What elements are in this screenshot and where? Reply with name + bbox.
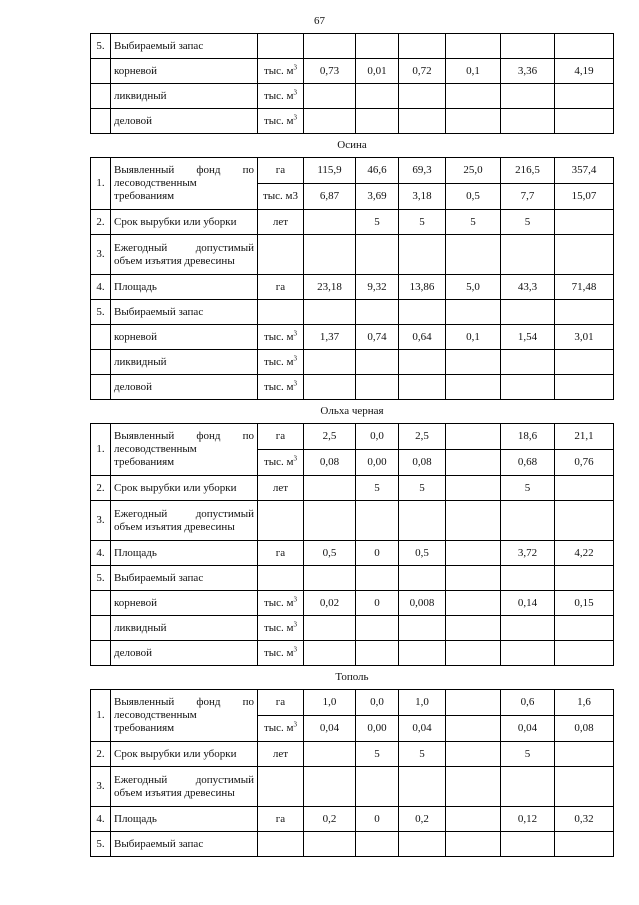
unit-cell: тыс. $м^3$ <box>258 641 304 666</box>
value-cell <box>356 832 399 857</box>
value-cell: 5 <box>399 210 446 235</box>
value-cell <box>501 641 555 666</box>
value-cell <box>446 109 501 134</box>
row-label: Срок вырубки или уборки <box>111 210 258 235</box>
value-cell <box>501 350 555 375</box>
value-cell: 0,72 <box>399 59 446 84</box>
row-number: 5. <box>91 566 111 591</box>
forest-stock-table <box>90 33 614 857</box>
value-cell <box>356 501 399 541</box>
value-cell <box>446 476 501 501</box>
value-cell <box>399 566 446 591</box>
row-label: Ежегодный допустимый объем изъятия древесины <box>111 767 258 807</box>
value-cell: 0,1 <box>446 325 501 350</box>
value-cell: 115,9 <box>304 158 356 184</box>
value-cell: 0,32 <box>555 807 614 832</box>
value-cell <box>501 832 555 857</box>
value-cell <box>304 375 356 400</box>
value-cell <box>501 84 555 109</box>
value-cell <box>446 616 501 641</box>
unit-cell: тыс. $м^3$ <box>258 375 304 400</box>
value-cell <box>446 716 501 742</box>
row-label: Площадь <box>111 807 258 832</box>
value-cell: 0,02 <box>304 591 356 616</box>
value-cell <box>501 767 555 807</box>
section-header-row <box>91 400 614 424</box>
value-cell: 357,4 <box>555 158 614 184</box>
row-label: корневой <box>111 59 258 84</box>
value-cell: 1,0 <box>399 690 446 716</box>
value-cell <box>555 235 614 275</box>
value-cell: 13,86 <box>399 275 446 300</box>
value-cell <box>399 84 446 109</box>
value-cell <box>304 210 356 235</box>
value-cell <box>356 300 399 325</box>
value-cell <box>446 591 501 616</box>
unit-superscript: 3 <box>293 594 298 603</box>
unit-superscript: 3 <box>293 87 298 96</box>
value-cell: 25,0 <box>446 158 501 184</box>
row-number: 1. <box>91 424 111 476</box>
table-row <box>91 807 614 832</box>
table-row <box>91 235 614 275</box>
row-number: 5. <box>91 832 111 857</box>
value-cell <box>356 350 399 375</box>
row-label: ликвидный <box>111 616 258 641</box>
value-cell: 0 <box>356 807 399 832</box>
value-cell: 9,32 <box>356 275 399 300</box>
value-cell <box>555 84 614 109</box>
unit-cell: тыс. $м^3$ <box>258 616 304 641</box>
table-row <box>91 501 614 541</box>
value-cell: 216,5 <box>501 158 555 184</box>
value-cell: 71,48 <box>555 275 614 300</box>
value-cell: 5 <box>501 742 555 767</box>
row-label: Срок вырубки или уборки <box>111 742 258 767</box>
value-cell <box>356 566 399 591</box>
value-cell: 0,08 <box>555 716 614 742</box>
value-cell <box>304 34 356 59</box>
table-row <box>91 375 614 400</box>
row-number: 3. <box>91 235 111 275</box>
unit-cell: тыс. $м^3$ <box>258 450 304 476</box>
row-label: Выявленный фонд по лесоводственным требованиям <box>111 158 258 210</box>
unit-cell <box>258 566 304 591</box>
row-label: Выбираемый запас <box>111 832 258 857</box>
value-cell <box>555 476 614 501</box>
table-row <box>91 109 614 134</box>
value-cell <box>304 350 356 375</box>
value-cell: 2,5 <box>304 424 356 450</box>
value-cell <box>399 767 446 807</box>
unit-cell: тыс. $м^3$ <box>258 109 304 134</box>
value-cell <box>501 109 555 134</box>
value-cell <box>446 832 501 857</box>
value-cell <box>555 566 614 591</box>
unit-cell <box>258 767 304 807</box>
row-label: деловой <box>111 641 258 666</box>
value-cell <box>356 34 399 59</box>
table-row <box>91 616 614 641</box>
unit-cell <box>258 235 304 275</box>
value-cell <box>555 832 614 857</box>
value-cell: 0,0 <box>356 690 399 716</box>
table-row <box>91 424 614 450</box>
row-number: 2. <box>91 210 111 235</box>
unit-cell: тыс. $м^3$ <box>258 84 304 109</box>
row-number: 3. <box>91 767 111 807</box>
value-cell <box>399 616 446 641</box>
value-cell <box>399 641 446 666</box>
value-cell: 0,12 <box>501 807 555 832</box>
row-label: Выбираемый запас <box>111 566 258 591</box>
value-cell: 0,00 <box>356 450 399 476</box>
row-label: ликвидный <box>111 350 258 375</box>
value-cell <box>304 832 356 857</box>
row-number: 5. <box>91 34 111 59</box>
value-cell <box>399 375 446 400</box>
value-cell: 3,01 <box>555 325 614 350</box>
unit-cell: га <box>258 807 304 832</box>
value-cell <box>399 235 446 275</box>
value-cell <box>399 350 446 375</box>
section-header-row <box>91 666 614 690</box>
unit-cell: тыс. $м^3$ <box>258 59 304 84</box>
row-number <box>91 591 111 616</box>
value-cell <box>501 566 555 591</box>
unit-superscript: 3 <box>293 619 298 628</box>
table-row <box>91 566 614 591</box>
table-row <box>91 325 614 350</box>
value-cell <box>555 767 614 807</box>
row-number <box>91 84 111 109</box>
value-cell: 0,74 <box>356 325 399 350</box>
value-cell: 2,5 <box>399 424 446 450</box>
page-number: 67 <box>314 15 325 27</box>
value-cell <box>446 501 501 541</box>
value-cell <box>304 300 356 325</box>
value-cell: 4,19 <box>555 59 614 84</box>
value-cell: 5 <box>446 210 501 235</box>
value-cell <box>501 300 555 325</box>
value-cell <box>399 109 446 134</box>
value-cell <box>356 767 399 807</box>
unit-cell <box>258 300 304 325</box>
value-cell <box>555 501 614 541</box>
value-cell <box>501 34 555 59</box>
value-cell: 23,18 <box>304 275 356 300</box>
value-cell <box>555 300 614 325</box>
value-cell: 3,72 <box>501 541 555 566</box>
unit-cell <box>258 34 304 59</box>
value-cell: 0,008 <box>399 591 446 616</box>
unit-cell <box>258 832 304 857</box>
row-label: деловой <box>111 375 258 400</box>
value-cell <box>555 109 614 134</box>
table-row <box>91 690 614 716</box>
unit-superscript: 3 <box>293 454 298 463</box>
value-cell: 1,6 <box>555 690 614 716</box>
row-label: Выявленный фонд по лесоводственным требованиям <box>111 690 258 742</box>
table-row <box>91 158 614 184</box>
section-title: Тополь <box>91 666 614 690</box>
unit-superscript: 3 <box>293 328 298 337</box>
table-row <box>91 767 614 807</box>
row-number <box>91 350 111 375</box>
value-cell <box>446 424 501 450</box>
value-cell <box>446 690 501 716</box>
row-label: корневой <box>111 325 258 350</box>
value-cell <box>399 300 446 325</box>
unit-cell: га <box>258 275 304 300</box>
value-cell: 0 <box>356 541 399 566</box>
value-cell <box>356 235 399 275</box>
value-cell <box>501 616 555 641</box>
value-cell: 0,2 <box>304 807 356 832</box>
value-cell: 1,37 <box>304 325 356 350</box>
value-cell <box>304 109 356 134</box>
row-label: Выявленный фонд по лесоводственным требованиям <box>111 424 258 476</box>
row-label: Срок вырубки или уборки <box>111 476 258 501</box>
value-cell: 5 <box>356 476 399 501</box>
value-cell: 5 <box>356 742 399 767</box>
value-cell <box>501 501 555 541</box>
value-cell <box>304 501 356 541</box>
value-cell: 43,3 <box>501 275 555 300</box>
value-cell: 0 <box>356 591 399 616</box>
table-row <box>91 641 614 666</box>
row-label: Ежегодный допустимый объем изъятия древесины <box>111 235 258 275</box>
row-number: 1. <box>91 158 111 210</box>
value-cell <box>304 767 356 807</box>
table-row <box>91 59 614 84</box>
value-cell <box>446 300 501 325</box>
row-number: 2. <box>91 476 111 501</box>
row-number: 1. <box>91 690 111 742</box>
value-cell <box>446 767 501 807</box>
table-row <box>91 350 614 375</box>
value-cell: 0,5 <box>399 541 446 566</box>
unit-superscript: 3 <box>293 720 298 729</box>
row-number: 3. <box>91 501 111 541</box>
value-cell: 0,73 <box>304 59 356 84</box>
row-number <box>91 325 111 350</box>
value-cell <box>446 34 501 59</box>
table-row <box>91 541 614 566</box>
row-number <box>91 375 111 400</box>
table-row <box>91 300 614 325</box>
section-title: Осина <box>91 134 614 158</box>
value-cell <box>446 566 501 591</box>
value-cell: 6,87 <box>304 184 356 210</box>
value-cell: 46,6 <box>356 158 399 184</box>
unit-cell: га <box>258 424 304 450</box>
unit-cell: га <box>258 541 304 566</box>
unit-cell: тыс. $м^3$ <box>258 350 304 375</box>
unit-cell: тыс. $м^3$ <box>258 716 304 742</box>
row-number: 4. <box>91 541 111 566</box>
value-cell <box>446 641 501 666</box>
value-cell: 5 <box>356 210 399 235</box>
unit-cell: лет <box>258 210 304 235</box>
table-row <box>91 476 614 501</box>
value-cell: 7,7 <box>501 184 555 210</box>
value-cell <box>399 832 446 857</box>
unit-superscript: 3 <box>293 112 298 121</box>
value-cell <box>555 34 614 59</box>
row-label: деловой <box>111 109 258 134</box>
value-cell: 0,2 <box>399 807 446 832</box>
value-cell <box>555 641 614 666</box>
table-row <box>91 832 614 857</box>
value-cell: 21,1 <box>555 424 614 450</box>
table-row <box>91 742 614 767</box>
value-cell: 0,1 <box>446 59 501 84</box>
value-cell: 0,04 <box>304 716 356 742</box>
value-cell: 0,5 <box>446 184 501 210</box>
value-cell <box>555 616 614 641</box>
value-cell <box>446 807 501 832</box>
table-row <box>91 84 614 109</box>
row-label: корневой <box>111 591 258 616</box>
value-cell: 69,3 <box>399 158 446 184</box>
table-row <box>91 210 614 235</box>
unit-cell: га <box>258 158 304 184</box>
value-cell <box>356 641 399 666</box>
value-cell: 5,0 <box>446 275 501 300</box>
table-row <box>91 34 614 59</box>
value-cell: 0,15 <box>555 591 614 616</box>
unit-cell: лет <box>258 742 304 767</box>
unit-superscript: 3 <box>293 378 298 387</box>
value-cell: 5 <box>399 476 446 501</box>
value-cell <box>356 375 399 400</box>
value-cell: 0,0 <box>356 424 399 450</box>
value-cell <box>555 210 614 235</box>
unit-superscript: 3 <box>293 353 298 362</box>
value-cell <box>356 616 399 641</box>
value-cell: 5 <box>501 210 555 235</box>
row-number: 4. <box>91 807 111 832</box>
value-cell: 0,14 <box>501 591 555 616</box>
row-label: Площадь <box>111 275 258 300</box>
value-cell <box>304 566 356 591</box>
table-row <box>91 591 614 616</box>
unit-superscript: 3 <box>293 644 298 653</box>
row-label: Выбираемый запас <box>111 300 258 325</box>
value-cell <box>501 235 555 275</box>
unit-cell: лет <box>258 476 304 501</box>
section-title: Ольха черная <box>91 400 614 424</box>
unit-cell: га <box>258 690 304 716</box>
row-number <box>91 616 111 641</box>
value-cell <box>446 450 501 476</box>
value-cell <box>446 84 501 109</box>
row-number: 4. <box>91 275 111 300</box>
value-cell <box>501 375 555 400</box>
value-cell: 0,00 <box>356 716 399 742</box>
row-label: ликвидный <box>111 84 258 109</box>
value-cell <box>446 375 501 400</box>
value-cell <box>446 350 501 375</box>
row-number: 2. <box>91 742 111 767</box>
value-cell: 3,36 <box>501 59 555 84</box>
value-cell: 0,68 <box>501 450 555 476</box>
value-cell: 0,04 <box>399 716 446 742</box>
value-cell <box>304 476 356 501</box>
value-cell <box>399 501 446 541</box>
unit-cell: тыс. $м^3$ <box>258 591 304 616</box>
value-cell: 0,08 <box>399 450 446 476</box>
value-cell: 3,69 <box>356 184 399 210</box>
value-cell: 4,22 <box>555 541 614 566</box>
value-cell <box>304 742 356 767</box>
unit-superscript: 3 <box>293 62 298 71</box>
value-cell: 0,6 <box>501 690 555 716</box>
value-cell: 0,5 <box>304 541 356 566</box>
value-cell <box>356 84 399 109</box>
value-cell <box>446 742 501 767</box>
value-cell <box>555 375 614 400</box>
value-cell: 5 <box>399 742 446 767</box>
row-number <box>91 59 111 84</box>
value-cell: 5 <box>501 476 555 501</box>
value-cell <box>304 235 356 275</box>
section-header-row <box>91 134 614 158</box>
value-cell: 0,08 <box>304 450 356 476</box>
value-cell <box>555 350 614 375</box>
row-label: Площадь <box>111 541 258 566</box>
value-cell <box>304 616 356 641</box>
value-cell: 1,54 <box>501 325 555 350</box>
unit-cell: тыс. $м^3$ <box>258 325 304 350</box>
value-cell: 0,04 <box>501 716 555 742</box>
value-cell: 0,64 <box>399 325 446 350</box>
value-cell <box>446 235 501 275</box>
value-cell <box>399 34 446 59</box>
row-number <box>91 109 111 134</box>
value-cell: 3,18 <box>399 184 446 210</box>
value-cell: 18,6 <box>501 424 555 450</box>
value-cell: 15,07 <box>555 184 614 210</box>
value-cell <box>304 84 356 109</box>
value-cell <box>304 641 356 666</box>
row-number <box>91 641 111 666</box>
value-cell: 0,76 <box>555 450 614 476</box>
value-cell <box>555 742 614 767</box>
unit-cell: тыс. м3 <box>258 184 304 210</box>
row-label: Выбираемый запас <box>111 34 258 59</box>
row-label: Ежегодный допустимый объем изъятия древесины <box>111 501 258 541</box>
value-cell <box>356 109 399 134</box>
value-cell: 0,01 <box>356 59 399 84</box>
value-cell <box>446 541 501 566</box>
unit-cell <box>258 501 304 541</box>
row-number: 5. <box>91 300 111 325</box>
table-row <box>91 275 614 300</box>
value-cell: 1,0 <box>304 690 356 716</box>
